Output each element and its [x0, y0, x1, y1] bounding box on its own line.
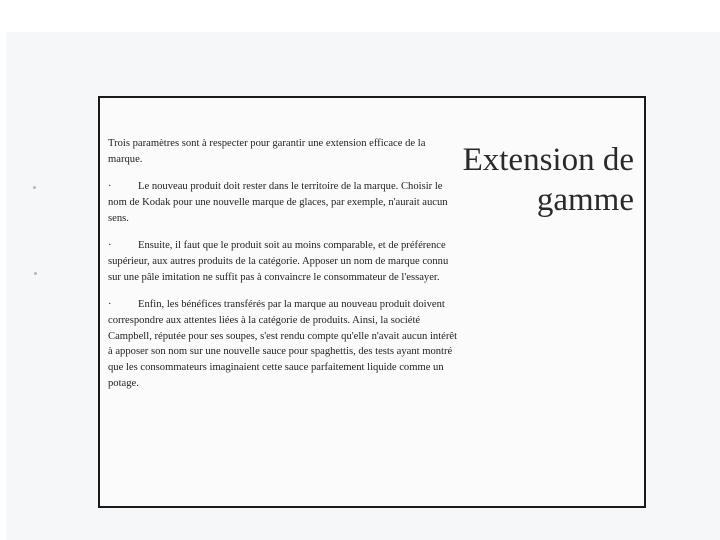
bullet-mark: · [108, 299, 112, 311]
scan-speck [33, 186, 36, 189]
bullet-item [108, 238, 458, 285]
bullet-text: Ensuite, il faut que le produit soit au moins comparable, et de préférence supérieur, aux autres produits de la catégorie. Apposer un nom de marque connu sur une pâle imitation ne suffit pas à convaincre le consommateur de l'essayer. [108, 240, 449, 283]
bullet-item [108, 297, 458, 391]
bullet-item [108, 179, 458, 226]
intro-paragraph: Trois paramètres sont à respecter pour garantir une extension efficace de la marque. [108, 138, 426, 165]
bullet-mark: · [108, 181, 112, 193]
slide-title: Extension de gamme [462, 142, 634, 219]
bullet-text: Le nouveau produit doit rester dans le territoire de la marque. Choisir le nom de Kodak pour une nouvelle marque de glaces, par exemple, n'aurait aucun sens. [108, 181, 448, 224]
slide-frame [98, 96, 646, 508]
slide-body [108, 136, 458, 403]
bullet-text: Enfin, les bénéfices transférés par la marque au nouveau produit doivent correspondre aux attentes liées à la catégorie de produits. Ainsi, la société Campbell, réputée pour ses soupes, s'est rendu compte qu'elle n'avait aucun intérêt à apposer son nom sur une nouvelle sauce pour spaghettis, des tests ayant montré que les consommateurs imaginaient cette sauce parfaitement liquide comme un potage. [108, 299, 458, 389]
bullet-mark: · [108, 240, 112, 252]
scan-speck [34, 272, 37, 275]
